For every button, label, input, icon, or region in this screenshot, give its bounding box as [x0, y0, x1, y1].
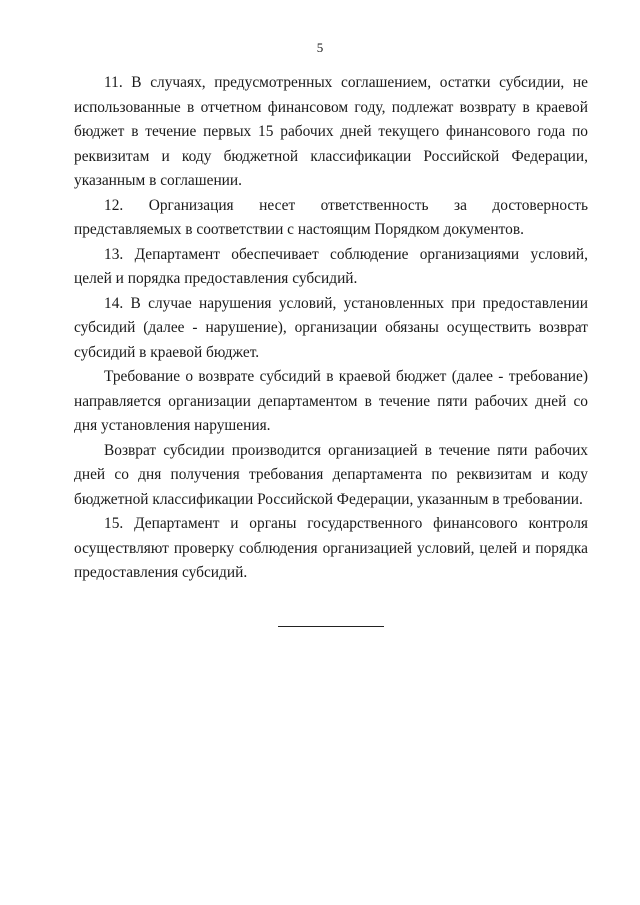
paragraph-12: 12. Организация несет ответственность за достоверность представляемых в соответствии с настоящим Порядком документов. — [74, 196, 588, 238]
document-body — [74, 71, 588, 586]
end-divider-line — [278, 626, 384, 627]
paragraph-15: 15. Департамент и органы государственного финансового контроля осуществляют проверку соблюдения организацией условий, целей и порядка предоставления субсидий. — [74, 515, 588, 581]
paragraph-11: 11. В случаях, предусмотренных соглашением, остатки субсидии, не использованные в отчетном финансовом году, подлежат возврату в краевой бюджет в течение первых 15 рабочих дней текущего финансового года по реквизитам и коду бюджетной классификации Российской Федерации, указанным в соглашении. — [74, 74, 588, 189]
page-number: 5 — [316, 40, 324, 55]
paragraph-14-refund: Возврат субсидии производится организацией в течение пяти рабочих дней со дня получения требования департамента по реквизитам и коду бюджетной классификации Российской Федерации, указанным в требовании. — [74, 441, 588, 508]
paragraph-14-requirement: Требование о возврате субсидий в краевой бюджет (далее - требование) направляется организации департаментом в течение пяти рабочих дней со дня установления нарушения. — [74, 368, 588, 434]
paragraph-13: 13. Департамент обеспечивает соблюдение организациями условий, целей и порядка предоставления субсидий. — [74, 245, 588, 287]
paragraph-14: 14. В случае нарушения условий, установленных при предоставлении субсидий (далее - нарушение), организации обязаны осуществить возврат субсидий в краевой бюджет. — [74, 294, 588, 361]
